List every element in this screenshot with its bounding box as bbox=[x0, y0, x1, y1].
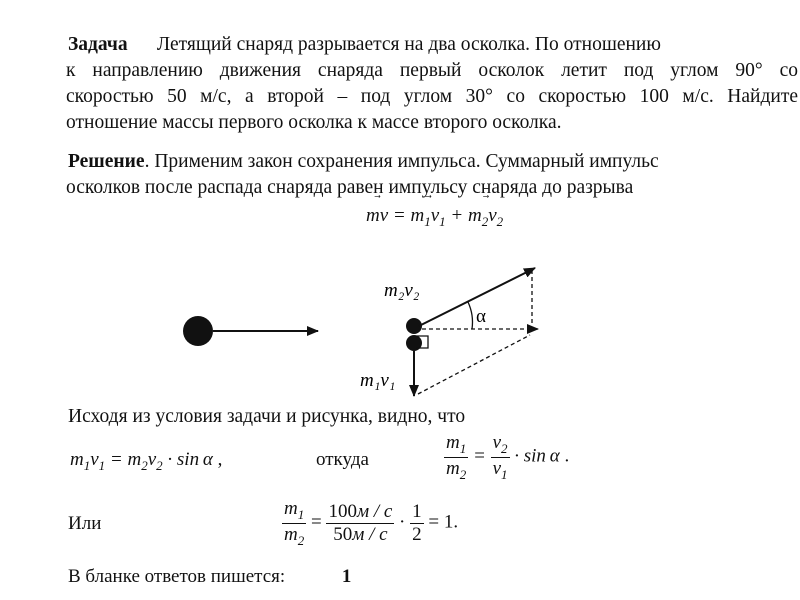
diagonal-dashed-line bbox=[418, 335, 530, 394]
angle-arc bbox=[468, 302, 473, 329]
label-m1v1: m₁v₁ bbox=[360, 370, 396, 391]
solution-label: Решение bbox=[68, 151, 145, 172]
ratio-equation: $\frac{m_1}{m_2}$ = $\frac{v_2}{v_1}$ · sin α . bbox=[446, 432, 570, 482]
label-m2v2: m₂v₂ bbox=[384, 280, 420, 301]
task-line-3: скоростью 50 м/с, а второй – под углом 30° со скоростью 100 м/с. Найдите bbox=[66, 86, 798, 107]
solution-line-1: . Применим закон сохранения импульса. Суммарный импульс bbox=[144, 151, 659, 172]
relation-equation: $m_1v_1 = m_2v_2 \cdot \sin \alpha$ , bbox=[70, 449, 223, 473]
angle-label: α bbox=[476, 306, 486, 327]
momentum-equation: mv = $m_1v$ $_1 + m_2v$ $_2$ bbox=[366, 205, 504, 229]
task-line-2: к направлению движения снаряда первый осколок летит под углом 90° со bbox=[66, 60, 798, 81]
projectile-ball bbox=[183, 316, 213, 346]
numeric-equation: $\frac{m_1}{m_2}$ = $\frac{100м / с}{50м / с}$ · $\frac{1}{2}$ = 1. bbox=[284, 498, 459, 548]
solution-line-2: осколков после распада снаряда равен импульсу снаряда до разрыва bbox=[66, 177, 634, 198]
task-line-4: отношение массы первого осколка к массе второго осколка. bbox=[66, 112, 562, 133]
task-label: Задача bbox=[68, 34, 128, 55]
task-line-1: Летящий снаряд разрывается на два осколка. По отношению bbox=[156, 34, 661, 55]
answer-line bbox=[68, 566, 351, 588]
answer-label: В бланке ответов пишется: bbox=[68, 566, 286, 587]
or-word: Или bbox=[68, 513, 102, 534]
answer-value: 1 bbox=[341, 566, 352, 587]
reasoning-intro: Исходя из условия задачи и рисунка, видно, что bbox=[68, 406, 466, 427]
whence-word: откуда bbox=[316, 449, 369, 470]
